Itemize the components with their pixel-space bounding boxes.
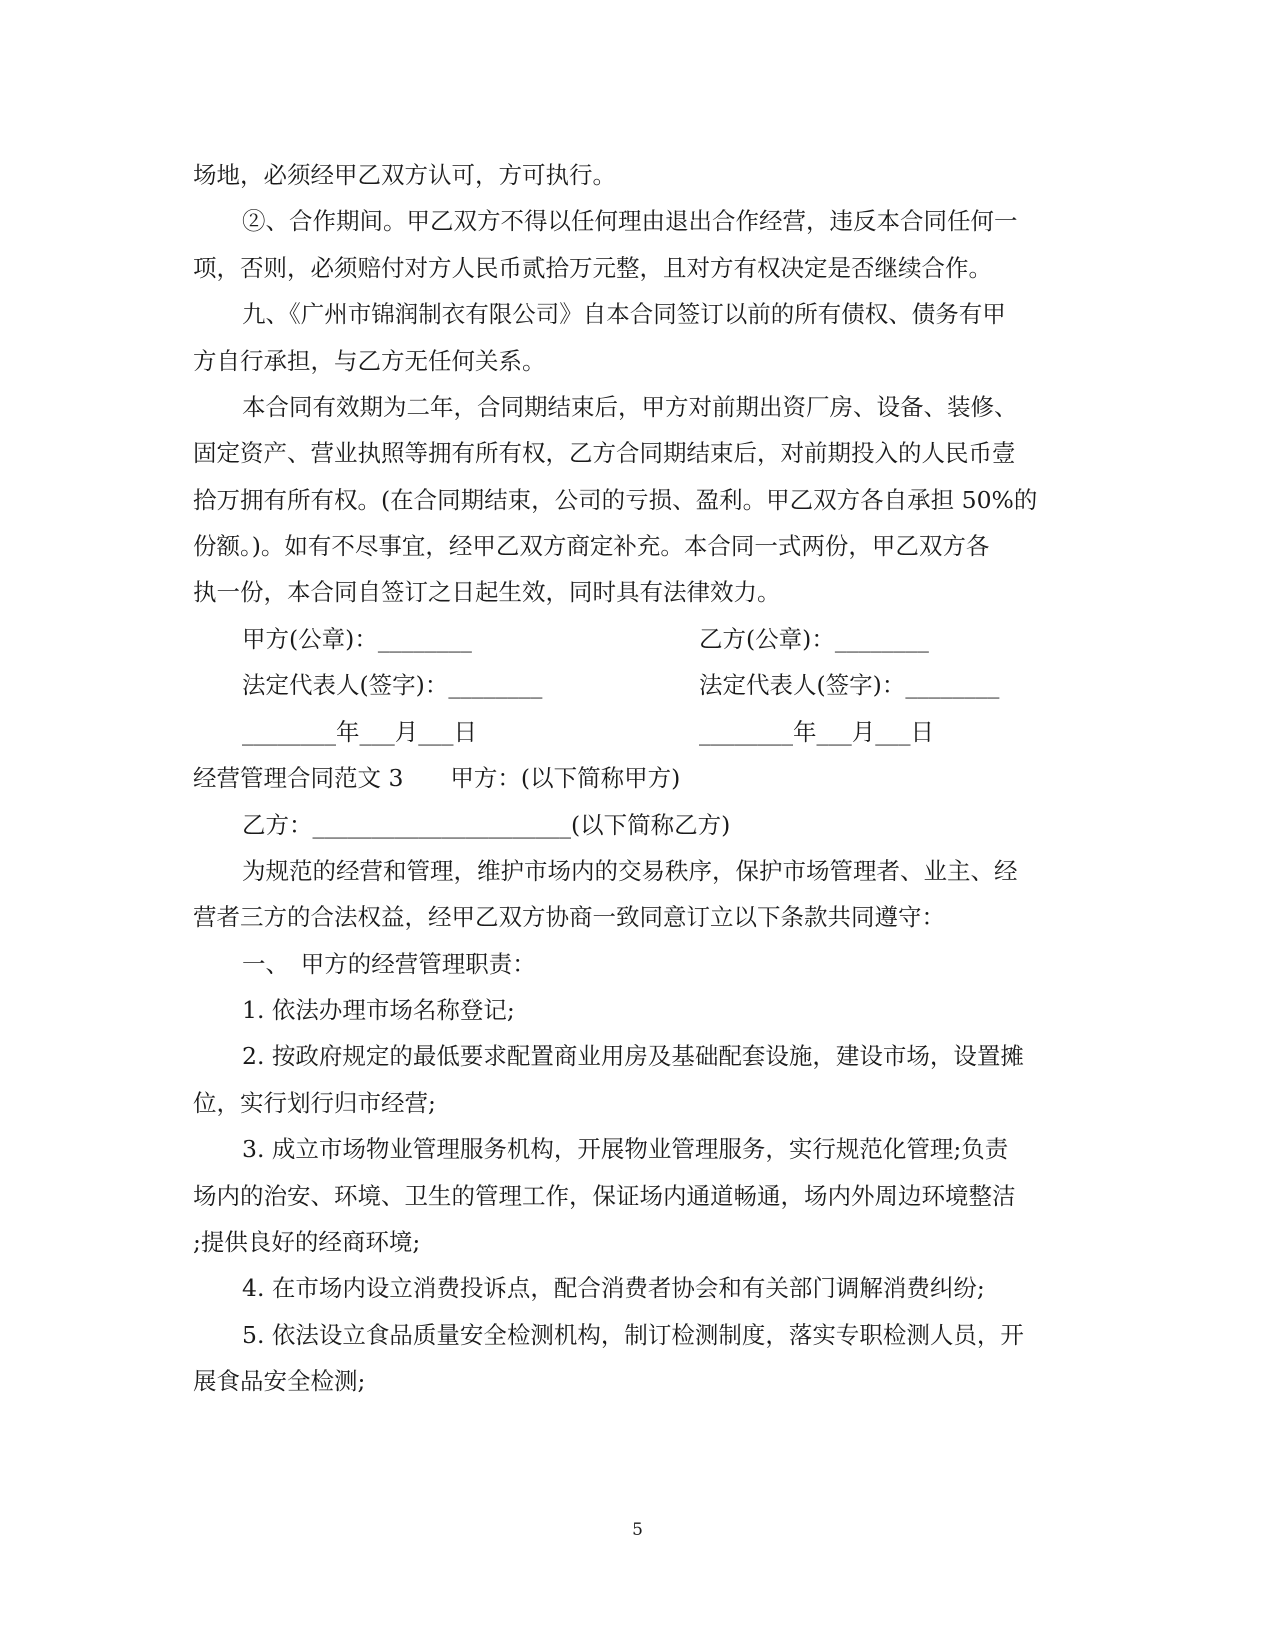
list-item-continuation: 展食品安全检测; — [193, 1367, 366, 1395]
party-b-date-line: ________年___月___日 — [699, 718, 934, 746]
list-item: 5. 依法设立食品质量安全检测机构，制订检测制度，落实专职检测人员，开 — [242, 1321, 1024, 1349]
party-a-representative-line: 法定代表人(签字)：________ — [242, 671, 543, 699]
paragraph-line: 本合同有效期为二年，合同期结束后，甲方对前期出资厂房、设备、装修、 — [242, 393, 1018, 421]
list-item: 2. 按政府规定的最低要求配置商业用房及基础配套设施，建设市场，设置摊 — [242, 1042, 1024, 1070]
paragraph-line: ②、合作期间。甲乙双方不得以任何理由退出合作经营，违反本合同任何一 — [242, 207, 1018, 235]
paragraph-line: 固定资产、营业执照等拥有所有权，乙方合同期结束后，对前期投入的人民币壹 — [193, 439, 1016, 467]
list-item: 1. 依法办理市场名称登记; — [242, 996, 515, 1024]
paragraph-line: 场地，必须经甲乙双方认可，方可执行。 — [193, 161, 616, 189]
list-item: 3. 成立市场物业管理服务机构，开展物业管理服务，实行规范化管理;负责 — [242, 1135, 1009, 1163]
paragraph-line: 方自行承担，与乙方无任何关系。 — [193, 347, 546, 375]
paragraph-line: 为规范的经营和管理，维护市场内的交易秩序，保护市场管理者、业主、经 — [242, 857, 1018, 885]
paragraph-line: 营者三方的合法权益，经甲乙双方协商一致同意订立以下条款共同遵守： — [193, 903, 945, 931]
party-b-seal-line: 乙方(公章)：________ — [699, 625, 929, 653]
party-a-date-line: ________年___月___日 — [242, 718, 477, 746]
paragraph-line: 拾万拥有所有权。(在合同期结束，公司的亏损、盈利。甲乙双方各自承担 50%的 — [193, 486, 1038, 514]
page-number: 5 — [632, 1520, 643, 1540]
list-item-continuation: 场内的治安、环境、卫生的管理工作，保证场内通道畅通，场内外周边环境整洁 — [193, 1182, 1016, 1210]
list-item-continuation: 位，实行划行归市经营; — [193, 1089, 436, 1117]
party-a-seal-line: 甲方(公章)：________ — [242, 625, 472, 653]
party-b-line: 乙方：______________________(以下简称乙方) — [242, 811, 731, 839]
list-item-continuation: ;提供良好的经商环境; — [193, 1228, 421, 1256]
section-heading: 经营管理合同范文 3 甲方：(以下简称甲方) — [193, 764, 681, 792]
party-b-representative-line: 法定代表人(签字)：________ — [699, 671, 1000, 699]
paragraph-line: 九、《广州市锦润制衣有限公司》自本合同签订以前的所有债权、债务有甲 — [242, 300, 1006, 328]
paragraph-line: 执一份，本合同自签订之日起生效，同时具有法律效力。 — [193, 578, 781, 606]
paragraph-line: 项，否则，必须赔付对方人民币贰拾万元整，且对方有权决定是否继续合作。 — [193, 254, 992, 282]
paragraph-line: 份额。)。如有不尽事宜，经甲乙双方商定补充。本合同一式两份，甲乙双方各 — [193, 532, 990, 560]
list-item: 4. 在市场内设立消费投诉点，配合消费者协会和有关部门调解消费纠纷; — [242, 1274, 985, 1302]
clause-heading: 一、 甲方的经营管理职责： — [242, 950, 536, 978]
